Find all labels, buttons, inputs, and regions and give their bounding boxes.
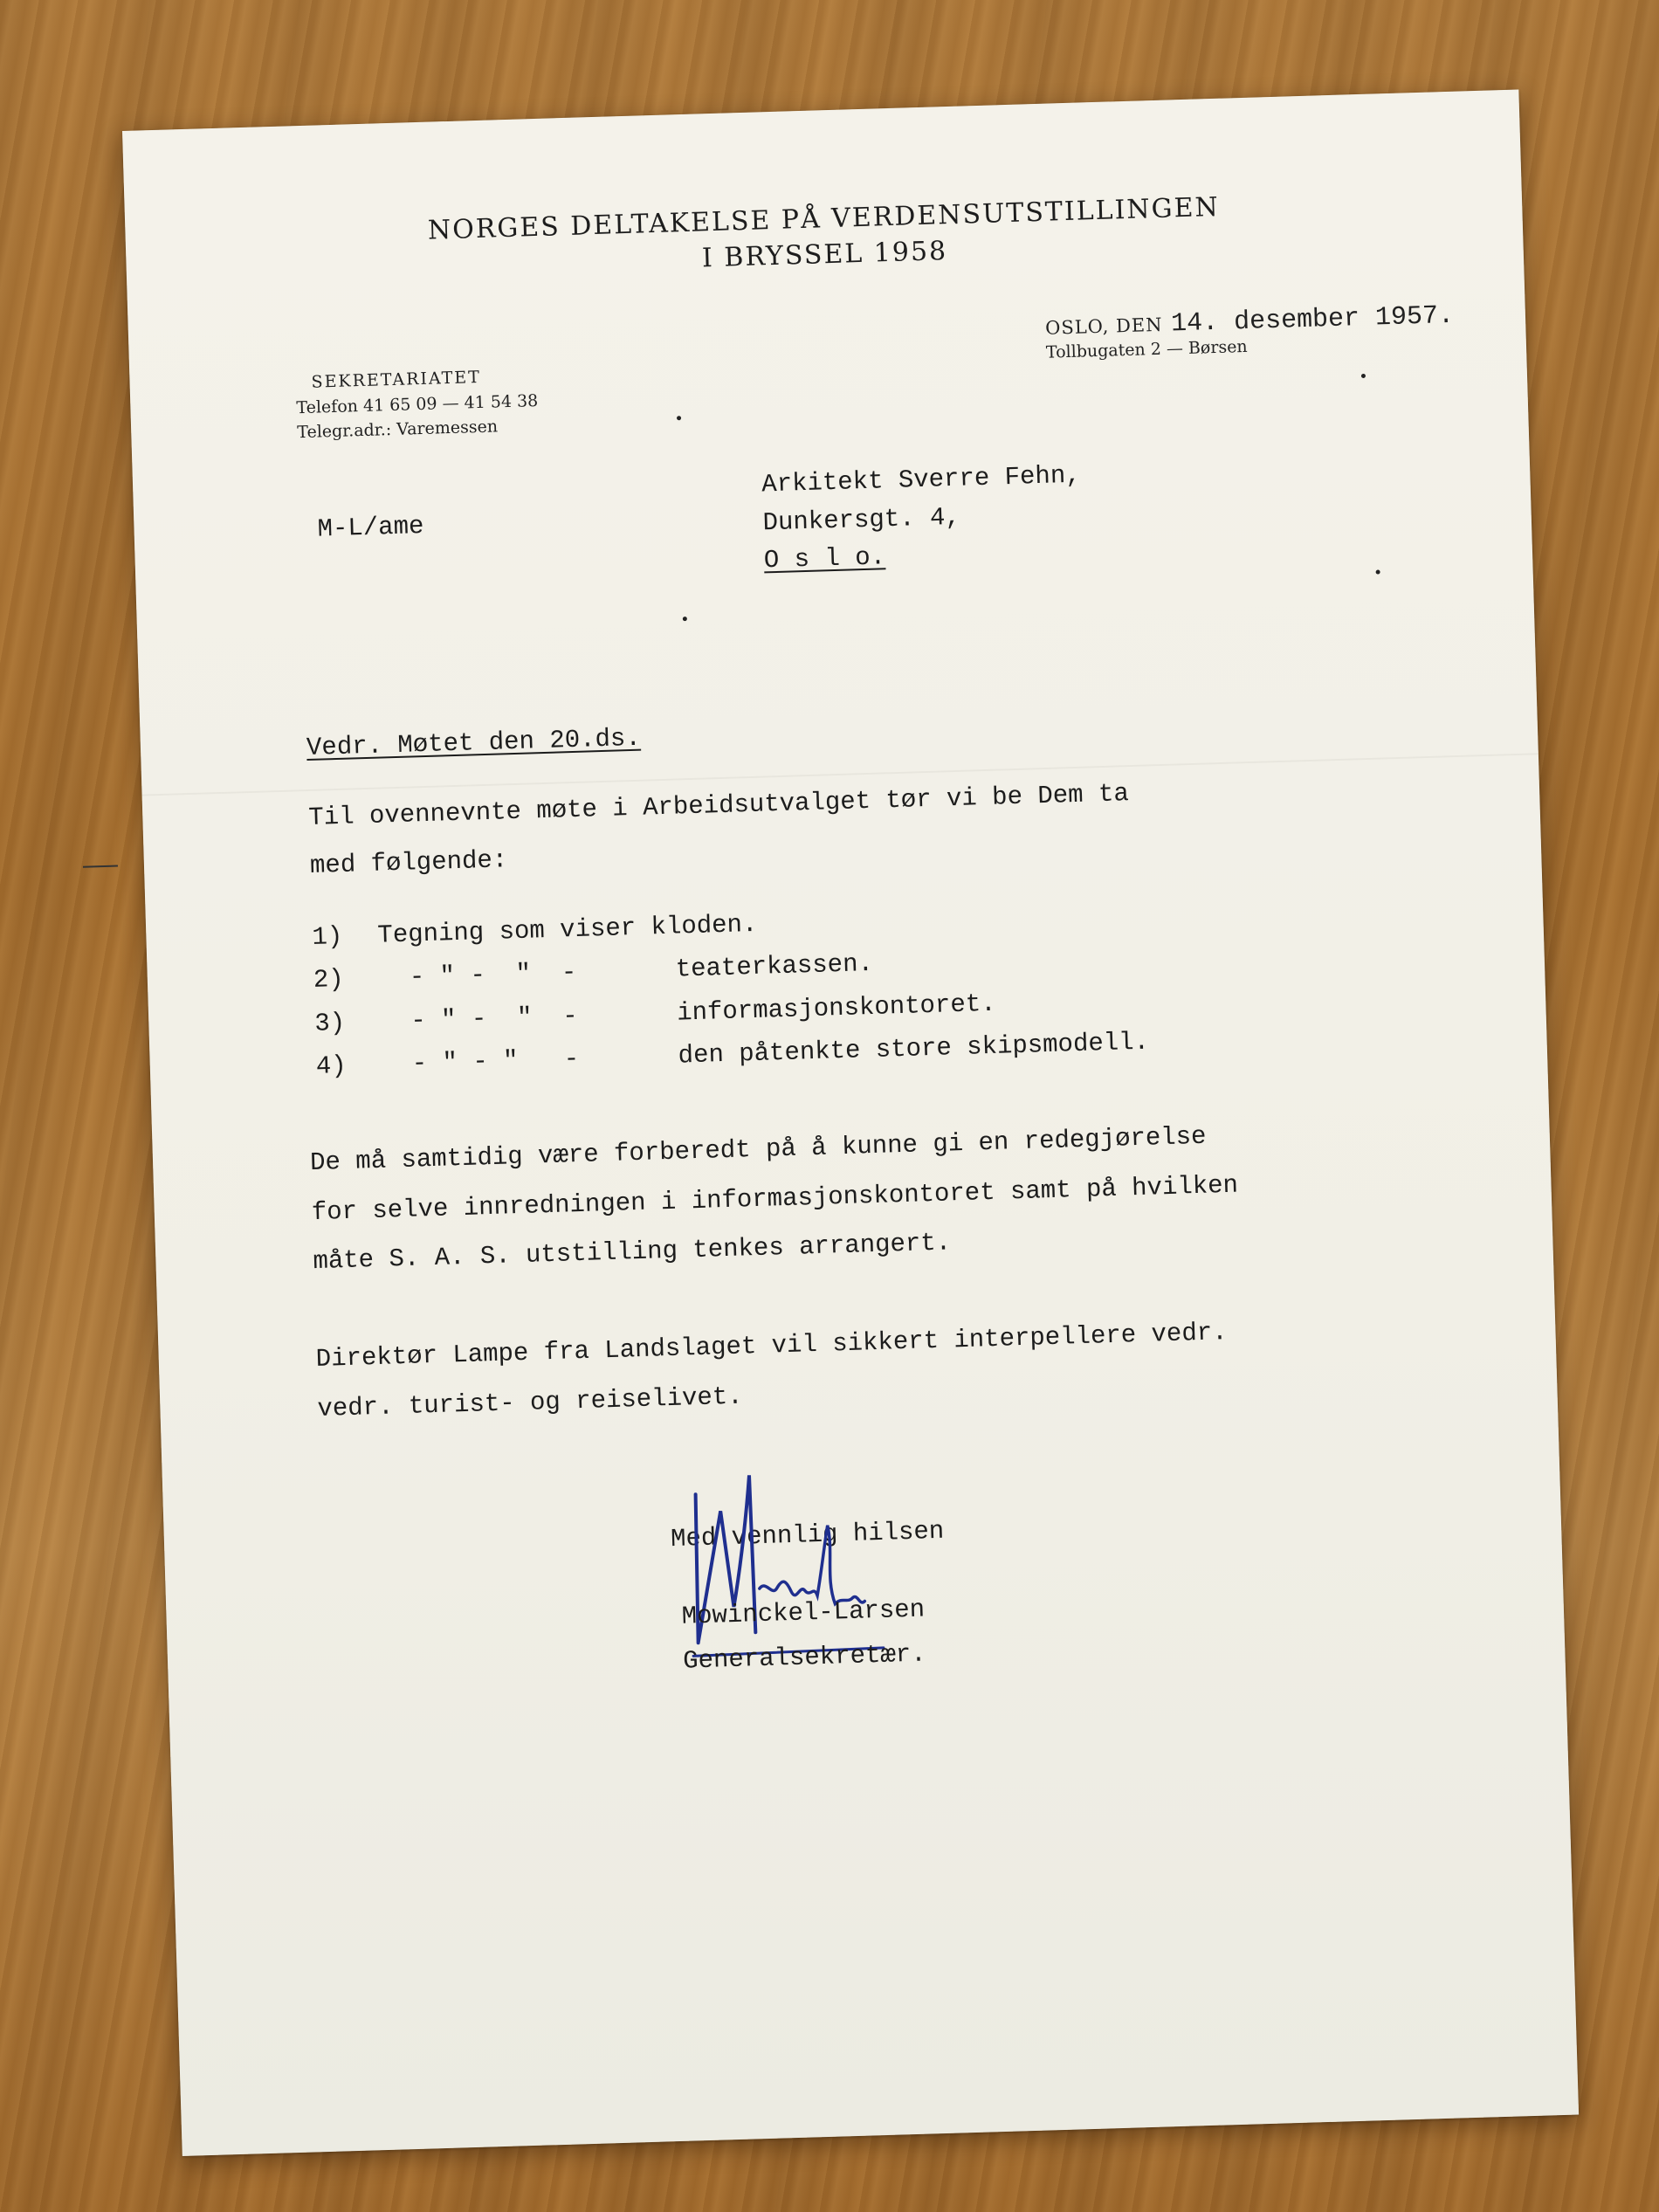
reference-code: M-L/ame (317, 511, 424, 544)
secretariat-block (295, 363, 539, 445)
recipient-line-1: Arkitekt Sverre Fehn, (761, 460, 1082, 500)
para3-line-2: vedr. turist- og reiselivet. (317, 1382, 744, 1423)
letter-date: 14. desember 1957. (1170, 300, 1455, 340)
item-number: 2) (313, 965, 345, 996)
signer-block (681, 1588, 926, 1684)
department-label: SEKRETARIATET (311, 367, 482, 392)
item-text: den påtenkte store skipsmodell. (678, 1027, 1150, 1071)
item-text: teaterkassen. (675, 949, 874, 984)
recipient-city: O s l o. (763, 542, 886, 575)
ditto-marks: - " - " - (409, 958, 577, 992)
item-number: 4) (315, 1051, 348, 1081)
signer-title: Generalsekretær. (682, 1639, 927, 1676)
director-paragraph (315, 1301, 1470, 1434)
intro-line-2: med følgende: (309, 845, 508, 881)
ditto-marks: - " - " - (411, 1044, 580, 1078)
org-line-1: NORGES DELTAKELSE PÅ VERDENSUTSTILLINGEN (427, 191, 1221, 246)
item-number: 1) (312, 921, 343, 952)
punch-dot (1361, 374, 1366, 378)
closing-salutation: Med vennlig hilsen (670, 1516, 945, 1554)
punch-dot (677, 416, 681, 420)
date-block (1045, 301, 1456, 362)
recipient-address (761, 457, 1084, 580)
letterhead-organization (125, 181, 1524, 293)
subject-line (306, 719, 641, 769)
letter-sheet (122, 90, 1579, 2156)
intro-paragraph (308, 762, 1359, 890)
street-address: Tollbugaten 2 — Børsen (1045, 336, 1248, 362)
item-text: informasjonskontoret. (676, 989, 997, 1028)
signer-name: Mowinckel-Larsen (681, 1595, 926, 1631)
para3-line-1: Direktør Lampe fra Landslaget vil sikkert interpellere vedr. (315, 1318, 1229, 1375)
margin-mark (83, 865, 118, 868)
ditto-marks: - " - " - (410, 1001, 579, 1036)
item-number: 3) (313, 1008, 346, 1038)
para2-line-2: for selve innredningen i informasjonskontoret samt på hvilken (311, 1170, 1239, 1227)
org-line-2: I BRYSSEL 1958 (701, 235, 948, 273)
preparation-paragraph (309, 1105, 1465, 1287)
para2-line-1: De må samtidig være forberedt på å kunne gi en redegjørelse (309, 1121, 1207, 1178)
item-text: Tegning som viser kloden. (376, 909, 758, 950)
punch-dot (1376, 569, 1380, 574)
intro-line-1: Til ovennevnte møte i Arbeidsutvalget tør vi be Dem ta (307, 779, 1130, 833)
punch-dot (683, 617, 687, 621)
para2-line-3: måte S. A. S. utstilling tenkes arrangert. (313, 1228, 952, 1277)
phone-line: Telefon 41 65 09 — 41 54 38 (296, 390, 539, 417)
subject-text: Vedr. Møtet den 20.ds. (306, 723, 642, 763)
city-label: OSLO, DEN (1044, 314, 1163, 339)
telegram-line: Telegr.adr.: Varemessen (297, 417, 499, 443)
recipient-line-2: Dunkersgt. 4, (762, 502, 961, 537)
item-list (312, 892, 1150, 1088)
